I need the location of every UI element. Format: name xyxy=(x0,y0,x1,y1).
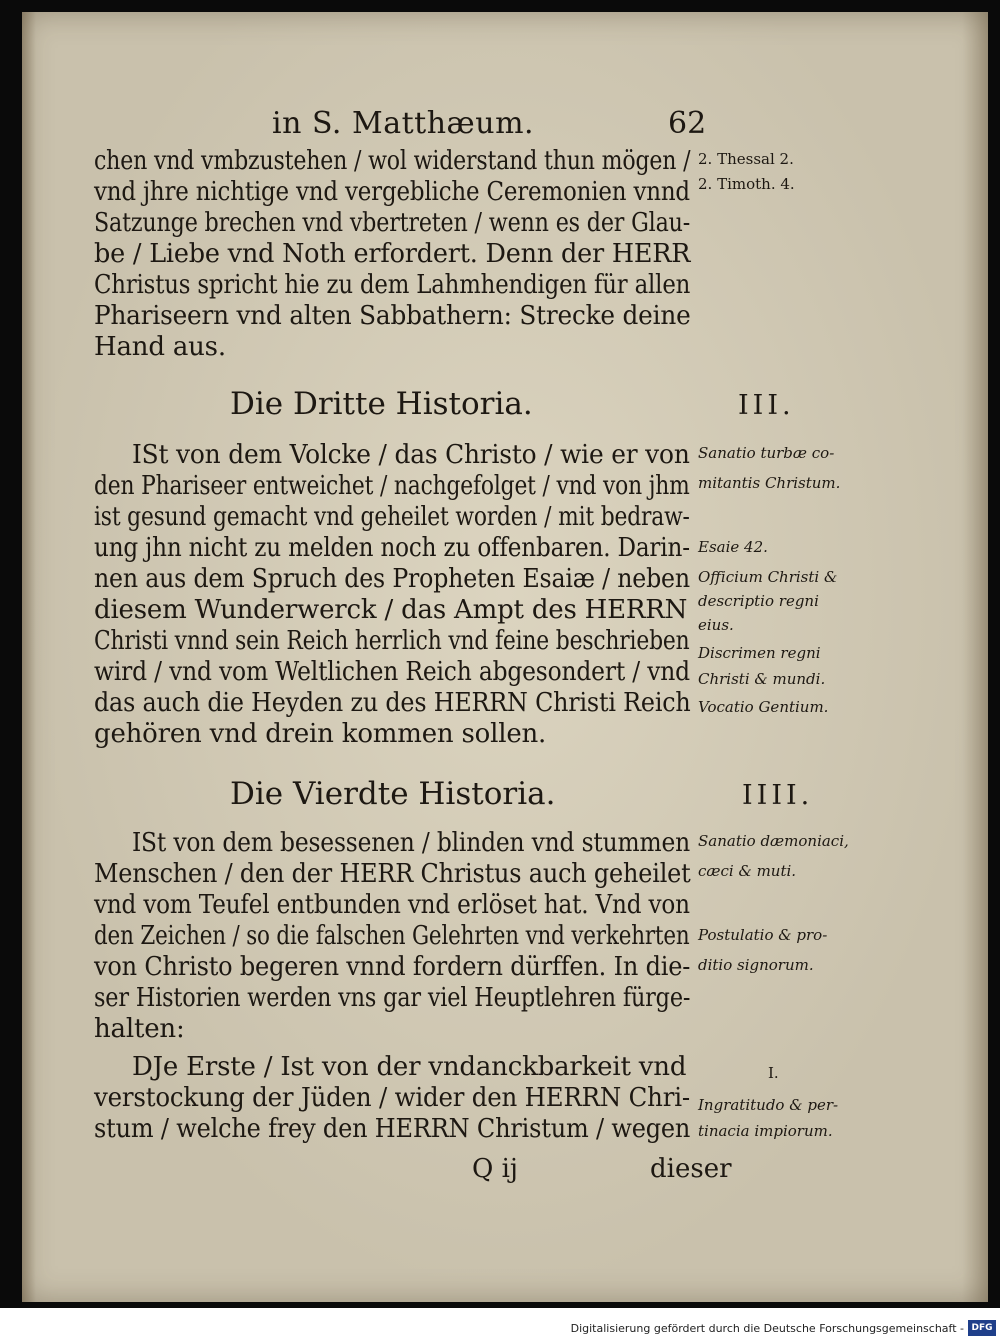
body-line: das auch die Heyden zu des HERRN Christi Reich xyxy=(94,688,691,718)
body-line: vnd jhre nichtige vnd vergebliche Ceremonien vnnd xyxy=(94,177,690,207)
body-line: verstockung der Jüden / wider den HERRN Chri- xyxy=(94,1083,690,1113)
body-line: gehören vnd drein kommen sollen. xyxy=(94,719,547,749)
body-line: be / Liebe vnd Noth erfordert. Denn der HERR xyxy=(94,239,691,269)
margin-note: descriptio regni xyxy=(698,592,819,610)
margin-note: mitantis Christum. xyxy=(698,474,841,492)
body-line: Menschen / den der HERR Christus auch geheilet xyxy=(94,859,691,889)
body-line: Phariseern vnd alten Sabbathern: Strecke deine xyxy=(94,301,691,331)
section-numeral: III. xyxy=(738,390,795,421)
body-line: von Christo begeren vnnd fordern dürffen. In die- xyxy=(94,952,691,982)
body-line: ser Historien werden vns gar viel Heuptlehren fürge- xyxy=(94,983,691,1013)
margin-note: Discrimen regni xyxy=(698,644,821,662)
section-heading: Die Dritte Historia. xyxy=(230,386,533,422)
section-heading: Die Vierdte Historia. xyxy=(230,776,556,812)
margin-note: tinacia impiorum. xyxy=(698,1122,833,1140)
margin-note: Vocatio Gentium. xyxy=(698,698,829,716)
body-line: ist gesund gemacht vnd geheilet worden / mit bedraw- xyxy=(94,502,690,532)
body-line: wird / vnd vom Weltlichen Reich abgesondert / vnd xyxy=(94,657,690,687)
body-line: DJe Erste / Ist von der vndanckbarkeit vnd xyxy=(132,1052,687,1082)
dfg-logo-icon: DFG xyxy=(968,1320,996,1336)
footer-credit: Digitalisierung gefördert durch die Deutsche Forschungsgemeinschaft - xyxy=(570,1322,964,1335)
body-line: ISt von dem besessenen / blinden vnd stummen xyxy=(132,828,690,858)
margin-note: Esaie 42. xyxy=(698,538,768,556)
catchword: dieser xyxy=(650,1154,732,1184)
footer-bar xyxy=(0,1308,1000,1343)
body-line: Christi vnnd sein Reich herrlich vnd feine beschrieben xyxy=(94,626,690,656)
body-line: vnd vom Teufel entbunden vnd erlöset hat. Vnd von xyxy=(94,890,690,920)
body-line: diesem Wunderwerck / das Ampt des HERRN xyxy=(94,595,688,625)
body-line: den Phariseer entweichet / nachgefolget / vnd von jhm xyxy=(94,471,690,501)
body-line: ung jhn nicht zu melden noch zu offenbaren. Darin- xyxy=(94,533,690,563)
margin-note: cæci & muti. xyxy=(698,862,797,880)
body-line: den Zeichen / so die falschen Gelehrten vnd verkehrten xyxy=(94,921,690,951)
margin-note: Officium Christi & xyxy=(698,568,838,586)
margin-note: 2. Thessal 2. xyxy=(698,150,794,168)
body-line: ISt von dem Volcke / das Christo / wie er von xyxy=(132,440,690,470)
book-page xyxy=(22,12,988,1302)
body-line: nen aus dem Spruch des Propheten Esaiæ / neben xyxy=(94,564,690,594)
margin-note: ditio signorum. xyxy=(698,956,814,974)
body-line: chen vnd vmbzustehen / wol widerstand thun mögen / xyxy=(94,146,691,176)
signature-mark: Q ij xyxy=(472,1154,518,1184)
margin-note: Ingratitudo & per- xyxy=(698,1096,839,1114)
body-line: stum / welche frey den HERRN Christum / wegen xyxy=(94,1114,691,1144)
margin-note: Sanatio turbæ co- xyxy=(698,444,835,462)
margin-note: Postulatio & pro- xyxy=(698,926,828,944)
body-line: Satzunge brechen vnd vbertreten / wenn es der Glau- xyxy=(94,208,691,238)
body-line: Christus spricht hie zu dem Lahmhendigen für allen xyxy=(94,270,691,300)
margin-note: eius. xyxy=(698,616,734,634)
section-numeral: IIII. xyxy=(742,780,814,811)
margin-note: Christi & mundi. xyxy=(698,670,826,688)
margin-note: Sanatio dæmoniaci, xyxy=(698,832,849,850)
margin-note: 2. Timoth. 4. xyxy=(698,175,795,193)
body-line: Hand aus. xyxy=(94,332,226,362)
margin-note: I. xyxy=(768,1064,779,1082)
running-head: in S. Matthæum. xyxy=(272,106,535,141)
folio-number: 62 xyxy=(668,106,707,141)
body-line: halten: xyxy=(94,1014,185,1044)
